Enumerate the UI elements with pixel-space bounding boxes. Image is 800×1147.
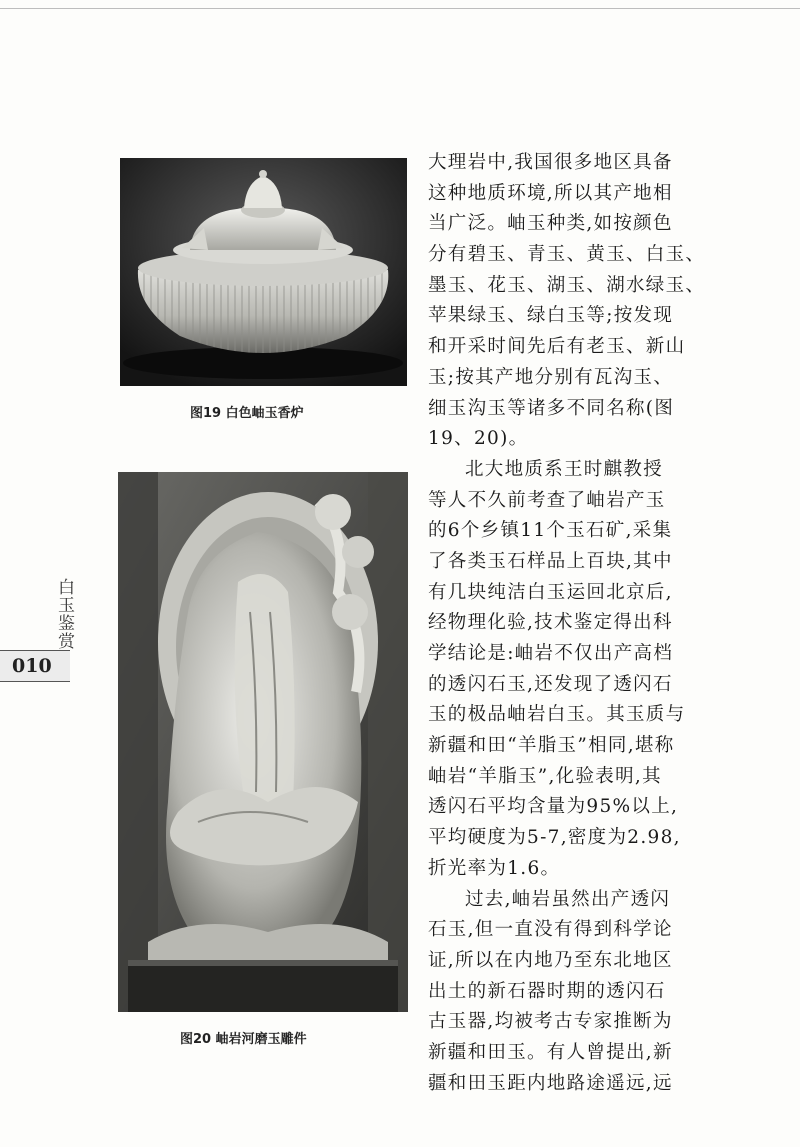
text-line: 有几块纯洁白玉运回北京后, — [428, 581, 673, 603]
figure-20-photo — [118, 472, 408, 1012]
text-line: 出土的新石器时期的透闪石 — [428, 980, 666, 1002]
text-line: 疆和田玉距内地路途遥远,远 — [428, 1072, 673, 1094]
text-line: 折光率为1.6。 — [428, 857, 561, 879]
text-line: 玉的极品岫岩白玉。其玉质与 — [428, 704, 686, 726]
text-line-paragraph-start: 北大地质系王时麒教授 — [465, 458, 664, 480]
text-line: 大理岩中,我国很多地区具备 — [428, 152, 673, 173]
text-line: 石玉,但一直没有得到科学论 — [428, 919, 673, 941]
figure-19-caption: 图19 白色岫玉香炉 — [190, 406, 304, 421]
text-line: 了各类玉石样品上百块,其中 — [428, 550, 673, 572]
figure-20-caption: 图20 岫岩河磨玉雕件 — [180, 1032, 307, 1047]
text-line: 19、20)。 — [428, 428, 529, 450]
text-line: 学结论是:岫岩不仅出产高档 — [428, 643, 674, 664]
text-line: 玉;按其产地分别有瓦沟玉、 — [428, 366, 674, 388]
text-line: 细玉沟玉等诸多不同名称(图 — [428, 397, 675, 419]
text-line: 岫岩“羊脂玉”,化验表明,其 — [428, 765, 662, 787]
text-line: 的6个乡镇11个玉石矿,采集 — [428, 520, 673, 542]
figure-19-photo — [120, 158, 407, 386]
text-line: 新疆和田玉。有人曾提出,新 — [428, 1041, 673, 1063]
text-line: 古玉器,均被考古专家推断为 — [428, 1011, 673, 1033]
text-line-paragraph-start: 过去,岫岩虽然出产透闪 — [465, 888, 671, 910]
text-line: 分有碧玉、青玉、黄玉、白玉、 — [428, 244, 706, 266]
text-line: 苹果绿玉、绿白玉等;按发现 — [428, 305, 674, 327]
text-line: 等人不久前考查了岫岩产玉 — [428, 489, 666, 511]
text-line: 证,所以在内地乃至东北地区 — [428, 949, 673, 971]
text-line: 透闪石平均含量为95%以上, — [428, 796, 679, 818]
text-line: 当广泛。岫玉种类,如按颜色 — [428, 213, 673, 235]
text-line: 这种地质环境,所以其产地相 — [428, 182, 673, 204]
book-title: 白玉鉴赏 — [54, 578, 74, 650]
top-rule — [0, 8, 800, 9]
text-line: 和开采时间先后有老玉、新山 — [428, 336, 686, 358]
text-line: 平均硬度为5-7,密度为2.98, — [428, 827, 681, 849]
text-line: 的透闪石玉,还发现了透闪石 — [428, 673, 673, 695]
body-text — [428, 148, 706, 1099]
text-line: 经物理化验,技术鉴定得出科 — [428, 612, 673, 634]
page-number: 010 — [12, 655, 52, 677]
text-line: 墨玉、花玉、湖玉、湖水绿玉、 — [428, 274, 706, 296]
text-line: 新疆和田“羊脂玉”相同,堪称 — [428, 735, 675, 757]
